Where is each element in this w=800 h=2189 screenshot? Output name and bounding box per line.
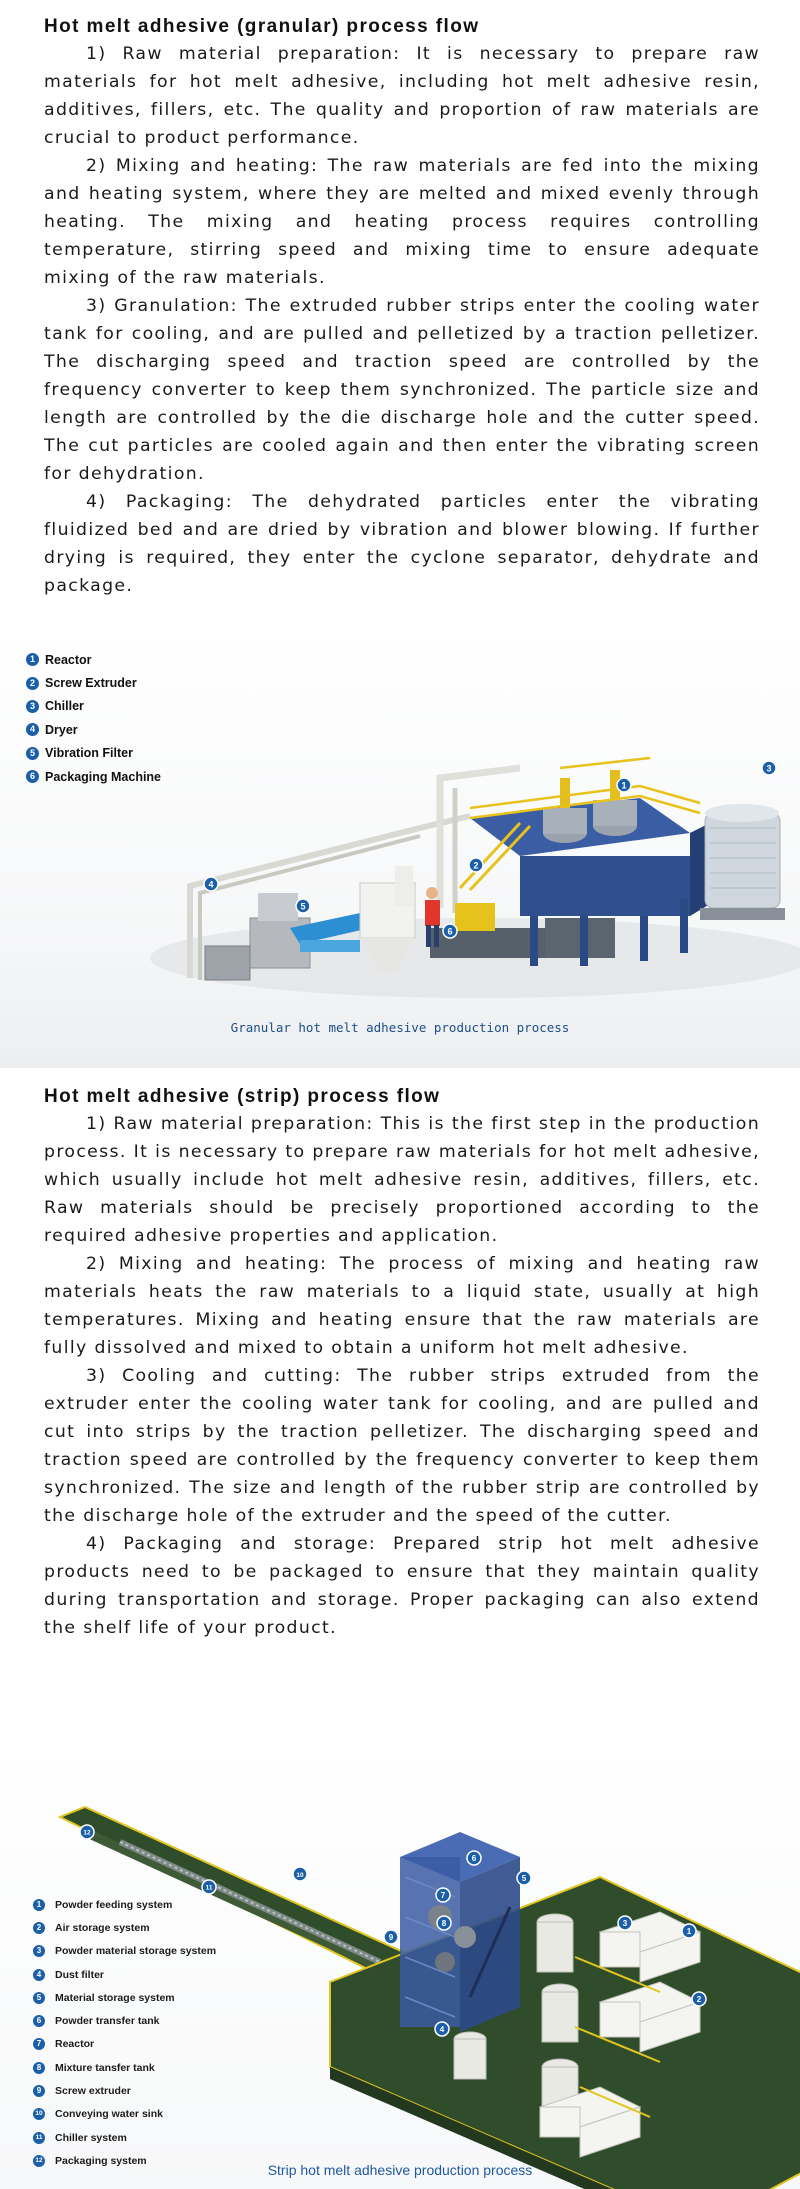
- legend-item: [26, 742, 161, 765]
- legend-label: Powder transfer tank: [55, 2015, 160, 2028]
- legend-item: [33, 2009, 216, 2032]
- fig1-marker-5: 5: [300, 901, 306, 912]
- legend-item: [26, 695, 161, 718]
- legend-item: [33, 2079, 216, 2102]
- legend-label: Material storage system: [55, 1991, 175, 2004]
- legend-label: Reactor: [45, 652, 92, 667]
- legend-item: [33, 1986, 216, 2009]
- strip-figure-caption: Strip hot melt adhesive production process: [267, 2162, 533, 2178]
- granular-process-figure: [0, 628, 800, 1068]
- legend-label: Chiller: [45, 699, 84, 714]
- fig1-marker-1: 1: [621, 780, 627, 791]
- legend-number-badge: 4: [26, 723, 39, 736]
- legend-item: [33, 1916, 216, 1939]
- fig2-marker-11: 11: [205, 1884, 213, 1892]
- legend-number-badge: 4: [33, 1969, 45, 1981]
- legend-number-badge: 5: [33, 1992, 45, 2004]
- granular-step-2: 2) Mixing and heating: The raw materials are fed into the mixing and heating system, where they are melted and mixed evenly through heating. The mixing and heating process requires controlling temperature, stirring speed and mixing time to ensure adequate mixing of the raw materials.: [44, 156, 760, 288]
- legend-number-badge: 5: [26, 747, 39, 760]
- strip-legend: [33, 1893, 216, 2173]
- legend-item: [33, 2103, 216, 2126]
- legend-item: [33, 2126, 216, 2149]
- legend-number-badge: 6: [33, 2015, 45, 2027]
- fig2-marker-5: 5: [521, 1874, 527, 1883]
- strip-step-3: 3) Cooling and cutting: The rubber strips extruded from the extruder enter the cooling water tank for cooling, and are pulled and cut into strips by the traction pelletizer. The discharging speed and traction speed are controlled by the frequency converter to keep them synchronized. The size and length of the rubber strip are controlled by the discharge hole of the extruder and the speed of the cutter.: [44, 1366, 760, 1526]
- fig1-marker-4: 4: [208, 879, 214, 890]
- legend-label: Powder feeding system: [55, 1898, 173, 1911]
- strip-step-4: 4) Packaging and storage: Prepared strip hot melt adhesive products need to be packaged to ensure that they maintain quality during transportation and storage. Proper packaging can also extend the shelf life of your product.: [44, 1534, 760, 1638]
- legend-number-badge: 1: [33, 1899, 45, 1911]
- legend-number-badge: 11: [33, 2132, 45, 2144]
- legend-label: Air storage system: [55, 1921, 150, 1934]
- legend-number-badge: 6: [26, 770, 39, 783]
- legend-number-badge: 10: [33, 2108, 45, 2120]
- legend-number-badge: 2: [26, 677, 39, 690]
- fig2-marker-9: 9: [388, 1933, 394, 1942]
- fig1-marker-2: 2: [473, 860, 479, 871]
- legend-item: [26, 718, 161, 741]
- granular-figure-caption: Granular hot melt adhesive production process: [230, 1020, 570, 1035]
- legend-label: Screw extruder: [55, 2085, 131, 2098]
- legend-label: Conveying water sink: [55, 2108, 163, 2121]
- legend-number-badge: 2: [33, 1922, 45, 1934]
- legend-item: [33, 2056, 216, 2079]
- granular-legend: [26, 648, 161, 788]
- legend-item: [33, 1893, 216, 1916]
- fig2-marker-7: 7: [440, 1891, 446, 1900]
- legend-item: [26, 671, 161, 694]
- legend-item: [33, 2033, 216, 2056]
- fig2-marker-2: 2: [696, 1995, 702, 2004]
- legend-label: Chiller system: [55, 2131, 127, 2144]
- fig1-marker-6: 6: [447, 926, 453, 937]
- fig2-marker-3: 3: [622, 1919, 628, 1928]
- strip-step-1: 1) Raw material preparation: This is the first step in the production process. It is necessary to prepare raw materials for hot melt adhesive, which usually include hot melt adhesive resin, additives, fillers, etc. Raw materials should be precisely proportioned according to the required adhesive properties and application.: [44, 1114, 760, 1246]
- legend-item: [33, 1940, 216, 1963]
- legend-label: Powder material storage system: [55, 1945, 217, 1958]
- legend-label: Vibration Filter: [45, 746, 133, 761]
- fig2-marker-4: 4: [439, 2025, 445, 2034]
- fig2-marker-1: 1: [686, 1927, 692, 1936]
- legend-item: [33, 1963, 216, 1986]
- legend-number-badge: 7: [33, 2038, 45, 2050]
- legend-label: Dust filter: [55, 1968, 105, 1981]
- legend-label: Packaging system: [55, 2154, 147, 2167]
- legend-label: Packaging Machine: [45, 769, 162, 784]
- legend-label: Reactor: [55, 2038, 95, 2051]
- legend-number-badge: 9: [33, 2085, 45, 2097]
- legend-label: Screw Extruder: [45, 676, 137, 691]
- fig2-marker-12: 12: [83, 1829, 91, 1837]
- strip-body: [44, 1110, 760, 1642]
- legend-item: [26, 765, 161, 788]
- legend-number-badge: 8: [33, 2062, 45, 2074]
- legend-item: [26, 648, 161, 671]
- fig2-marker-6: 6: [471, 1854, 477, 1863]
- fig2-marker-8: 8: [441, 1919, 447, 1928]
- section-title-strip: Hot melt adhesive (strip) process flow: [44, 1086, 441, 1107]
- granular-step-4: 4) Packaging: The dehydrated particles enter the vibrating fluidized bed and are dried by vibration and blower blowing. If further drying is required, they enter the cyclone separator, dehydrate and package.: [44, 492, 760, 596]
- granular-body: [44, 40, 760, 600]
- strip-process-figure: [0, 1747, 800, 2189]
- legend-number-badge: 3: [33, 1945, 45, 1957]
- strip-step-2: 2) Mixing and heating: The process of mixing and heating raw materials heats the raw materials to a liquid state, usually at high temperatures. Mixing and heating ensure that the raw materials are fully dissolved and mixed to obtain a uniform hot melt adhesive.: [44, 1254, 760, 1358]
- fig2-marker-10: 10: [296, 1872, 304, 1879]
- granular-step-3: 3) Granulation: The extruded rubber strips enter the cooling water tank for cooling, and are pulled and pelletized by a traction pelletizer. The discharging speed and traction speed are controlled by the frequency converter to keep them synchronized. The particle size and length are controlled by the die discharge hole and the cutter speed. The cut particles are cooled again and then enter the vibrating screen for dehydration.: [44, 296, 760, 484]
- section-title-granular: Hot melt adhesive (granular) process flow: [44, 16, 480, 37]
- granular-step-1: 1) Raw material preparation: It is necessary to prepare raw materials for hot melt adhesive, including hot melt adhesive resin, additives, fillers, etc. The quality and proportion of raw materials are crucial to product performance.: [44, 44, 760, 148]
- legend-number-badge: 3: [26, 700, 39, 713]
- legend-label: Mixture tansfer tank: [55, 2061, 155, 2074]
- legend-number-badge: 12: [33, 2155, 45, 2167]
- legend-label: Dryer: [45, 722, 78, 737]
- legend-number-badge: 1: [26, 653, 39, 666]
- fig1-marker-3: 3: [766, 763, 772, 774]
